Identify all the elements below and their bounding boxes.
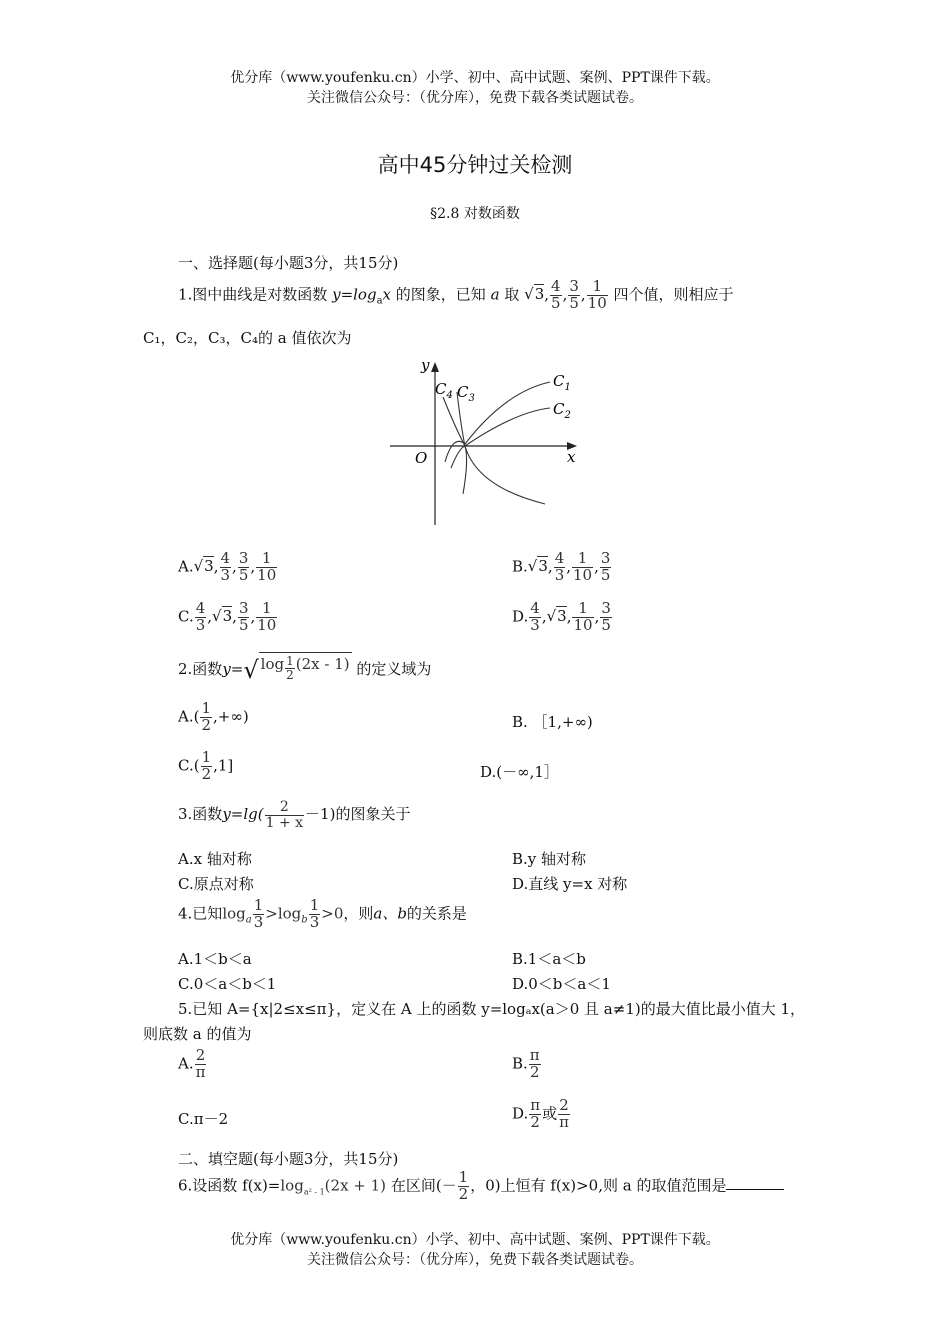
label-c4: $C_4$ (435, 380, 453, 401)
q1-option-c: C. $\frac{4}{3}$ ,√3, $\frac{3}{5}$ , $\frac{1}{10}$ (178, 599, 277, 634)
question-5-line-1: 5.已知 A={x|2≤x≤π}，定义在 A 上的函数 y=logₐx(a＞0 且 a≠1)的最大值比最小值大 1， (178, 1000, 806, 1018)
header-line-2: 关注微信公众号：（优分库），免费下载各类试题试卷。 (307, 90, 643, 106)
label-c3: $C_3$ (457, 383, 475, 404)
q3-option-d: D.直线 y=x 对称 (512, 875, 628, 893)
q1-frac-1-10: $\frac{1}{10}$ (587, 277, 607, 312)
q1-func: y=log (332, 285, 377, 304)
q1-a: a (490, 285, 500, 304)
q4-option-a: A.1＜b＜a (178, 950, 252, 968)
q1-text: 1.图中曲线是对数函数 (178, 285, 328, 304)
q5-option-a: A. $\frac{2}{\pi}$ (178, 1046, 206, 1081)
q2-option-c: C.( $\frac{1}{2}$ ,1] (178, 748, 234, 783)
question-2: 2.函数y=√ log $\frac{1}{2}$ (2x - 1) 的定义域为 (178, 652, 431, 688)
origin-label: O (415, 449, 428, 467)
question-1-line-1: 1.图中曲线是对数函数 $y=\log_ax$ 的图象，已知 a 取 √3, $\frac{4}{5}$ , $\frac{3}{5}$ , $\frac{1}{10}$ 四个值，则相应于 (178, 277, 734, 312)
q4-option-b: B.1＜a＜b (512, 950, 586, 968)
q1-take: 取 (504, 285, 520, 304)
q1-option-d: D. $\frac{4}{3}$ ,√3, $\frac{1}{10}$ , $\frac{3}{5}$ (512, 599, 611, 634)
q2-sqrt: √ (243, 655, 259, 684)
question-4: 4.已知$\log_a$ $\frac{1}{3}$ $>\log_b$ $\frac{1}{3}$ >0，则a、b的关系是 (178, 896, 467, 931)
page-title: 高中45分钟过关检测 (377, 153, 573, 177)
q3-option-b: B.y 轴对称 (512, 850, 587, 868)
q5-option-b: B. $\frac{\pi}{2}$ (512, 1046, 540, 1081)
question-6: 6.设函数 $f(x)=\log_{a^2 - 1}(2x + 1)$ 在区间(－ $\frac{1}{2}$ ，0)上恒有 f(x)>0,则 a 的取值范围是 (178, 1170, 784, 1203)
question-1-line-2: C₁，C₂，C₃，C₄的 a 值依次为 (143, 329, 352, 347)
q1-frac-4-5: $\frac{4}{5}$ (551, 277, 561, 312)
q1-text-2: 的图象，已知 (395, 285, 486, 304)
q1-func-sub: a (376, 295, 383, 307)
q2-option-a: A.( $\frac{1}{2}$ ,+∞) (178, 699, 249, 734)
curve-c2 (451, 408, 550, 468)
section-fill-title: 二、填空题(每小题3分，共15分) (178, 1150, 399, 1168)
log-curves-graph (385, 352, 585, 530)
q4-option-c: C.0＜a＜b＜1 (178, 975, 277, 993)
q3-option-a: A.x 轴对称 (178, 850, 252, 868)
label-c2: $C_2$ (553, 400, 571, 421)
q1-frac-3-5: $\frac{3}{5}$ (569, 277, 579, 312)
page-subtitle: §2.8 对数函数 (430, 206, 520, 222)
curve-c3 (457, 392, 545, 504)
footer-line-1: 优分库（www.youfenku.cn）小学、初中、高中试题、案例、PPT课件下载。 (230, 1232, 720, 1248)
footer-line-2: 关注微信公众号：（优分库），免费下载各类试题试卷。 (307, 1252, 643, 1268)
q2-option-d: D.(－∞,1］ (480, 763, 559, 781)
q1-option-b: B.√3, $\frac{4}{3}$ , $\frac{1}{10}$ , $\frac{3}{5}$ (512, 549, 611, 584)
x-label: x (567, 448, 576, 466)
q2-option-b: B. ［1,+∞) (512, 713, 593, 731)
q5-option-c: C.π－2 (178, 1110, 229, 1128)
q6-answer-blank[interactable] (726, 1175, 784, 1190)
section-choice-title: 一、选择题(每小题3分，共15分) (178, 254, 399, 272)
q5-option-d: D. $\frac{\pi}{2}$ 或 $\frac{2}{\pi}$ (512, 1096, 569, 1131)
q1-func-x: x (382, 285, 392, 304)
label-c1: $C_1$ (553, 372, 571, 393)
q1-sqrt3: √3 (524, 285, 545, 304)
y-label: y (421, 356, 430, 374)
q1-text-3: 四个值，则相应于 (613, 285, 734, 304)
y-axis-arrow-icon (431, 362, 439, 372)
question-5-line-2: 则底数 a 的值为 (143, 1025, 252, 1043)
q1-option-a: A.√3, $\frac{4}{3}$ , $\frac{3}{5}$ , $\frac{1}{10}$ (178, 549, 277, 584)
q4-option-d: D.0＜b＜a＜1 (512, 975, 611, 993)
header-line-1: 优分库（www.youfenku.cn）小学、初中、高中试题、案例、PPT课件下载。 (230, 70, 720, 86)
q3-option-c: C.原点对称 (178, 875, 254, 893)
question-3: 3.函数y=lg( $\frac{2}{1 + x}$ －1)的图象关于 (178, 799, 411, 831)
